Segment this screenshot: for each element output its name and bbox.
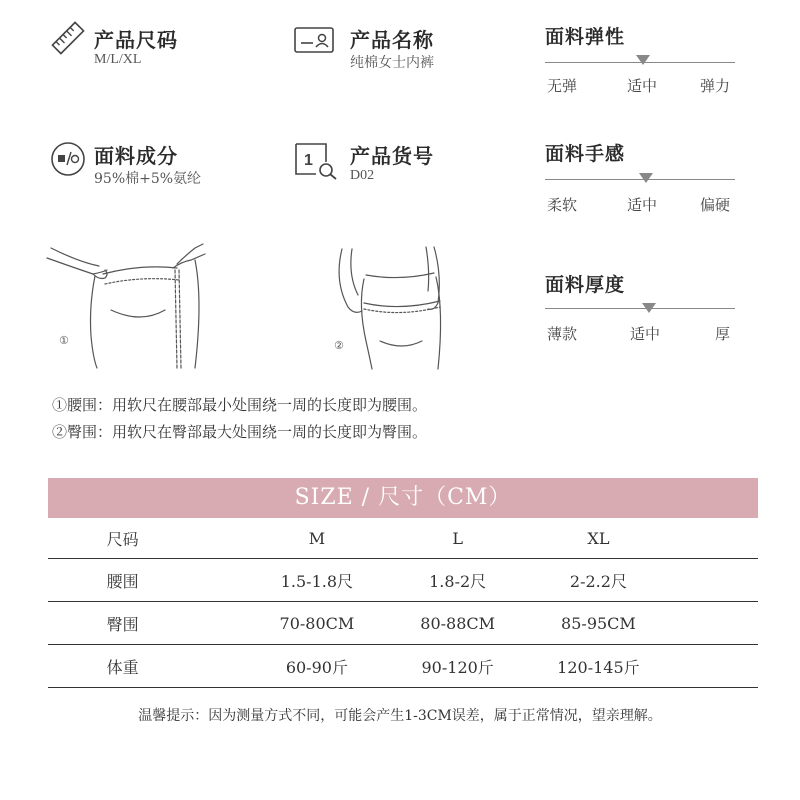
scale-marker — [642, 303, 656, 313]
table-row — [48, 645, 758, 688]
scale-title: 面料弹性 — [545, 26, 626, 48]
scale-label-low: 薄款 — [547, 325, 578, 343]
table-cell: 1.5-1.8尺 — [257, 559, 376, 602]
hip-figure-marker: ② — [334, 339, 344, 352]
size-title: 产品尺码 — [94, 28, 178, 52]
name-value: 纯棉女士内裤 — [350, 55, 434, 71]
scale-line — [545, 308, 735, 309]
product-search-icon — [294, 140, 340, 180]
waist-measure-illustration — [45, 240, 215, 374]
table-row — [48, 559, 758, 602]
material-title: 面料成分 — [94, 144, 178, 168]
table-header-cell: XL — [539, 518, 758, 559]
thickness-scale — [545, 270, 735, 350]
table-header-cell: L — [376, 518, 538, 559]
scale-label-mid: 适中 — [630, 325, 661, 343]
table-cell: 1.8-2尺 — [376, 559, 538, 602]
name-title: 产品名称 — [350, 28, 434, 52]
scale-title: 面料厚度 — [545, 274, 626, 296]
table-cell: 70-80CM — [257, 602, 376, 645]
id-card-icon — [294, 26, 334, 54]
measurement-tip: 温馨提示：因为测量方式不同，可能会产生1-3CM误差，属于正常情况，望亲理解。 — [138, 708, 662, 724]
scale-label-mid: 适中 — [627, 77, 658, 95]
table-cell: 2-2.2尺 — [539, 559, 758, 602]
hip-measure-illustration — [330, 245, 470, 374]
ruler-icon — [50, 20, 86, 56]
table-cell: 120-145斤 — [539, 645, 758, 688]
svg-text:1: 1 — [304, 152, 313, 169]
hip-note: ②臀围：用软尺在臀部最大处围绕一周的长度即为臀围。 — [52, 423, 428, 441]
hand-feel-scale — [545, 139, 735, 219]
table-cell: 85-95CM — [539, 602, 758, 645]
scale-marker — [636, 55, 650, 65]
scale-label-high: 厚 — [715, 325, 731, 343]
table-cell: 80-88CM — [376, 602, 538, 645]
scale-title: 面料手感 — [545, 143, 626, 165]
scale-label-low: 无弹 — [547, 77, 578, 95]
table-cell: 腰围 — [48, 559, 257, 602]
table-cell: 90-120斤 — [376, 645, 538, 688]
material-value: 95%棉+5%氨纶 — [94, 171, 202, 187]
fabric-icon — [50, 141, 86, 177]
number-value: D02 — [350, 168, 375, 183]
table-header-cell: 尺码 — [48, 518, 257, 559]
size-table — [48, 518, 758, 688]
size-value: M/L/XL — [94, 52, 142, 67]
scale-label-high: 弹力 — [700, 77, 731, 95]
table-cell: 臀围 — [48, 602, 257, 645]
size-table-banner: SIZE / 尺寸（CM） — [48, 478, 758, 518]
table-row — [48, 602, 758, 645]
scale-marker — [639, 173, 653, 183]
waist-figure-marker: ① — [59, 334, 69, 347]
table-header-cell: M — [257, 518, 376, 559]
table-cell: 体重 — [48, 645, 257, 688]
table-header-row — [48, 518, 758, 559]
scale-label-low: 柔软 — [547, 196, 578, 214]
elasticity-scale — [545, 22, 735, 102]
scale-label-high: 偏硬 — [700, 196, 731, 214]
number-title: 产品货号 — [350, 144, 434, 168]
waist-note: ①腰围：用软尺在腰部最小处围绕一周的长度即为腰围。 — [52, 396, 428, 414]
table-cell: 60-90斤 — [257, 645, 376, 688]
scale-label-mid: 适中 — [627, 196, 658, 214]
